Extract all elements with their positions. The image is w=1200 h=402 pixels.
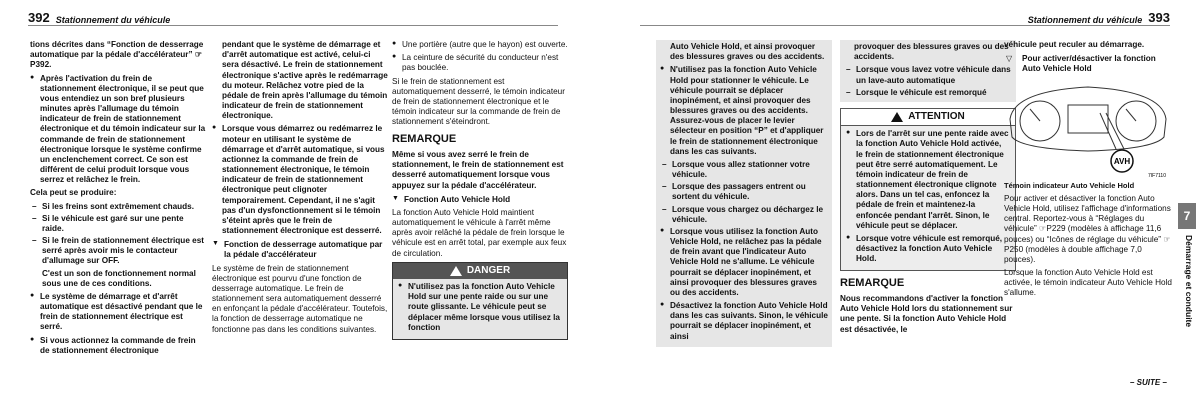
- p392-column-1: [30, 40, 206, 359]
- page-number: 393: [1148, 10, 1170, 25]
- section-heading: ▼ Fonction de desserrage automatique par la pédale d'accélérateur: [212, 240, 388, 260]
- attention-title: ATTENTION: [908, 110, 965, 122]
- p392-column-2: [212, 40, 388, 338]
- page-header-left: [28, 4, 558, 26]
- list-item: – Si le véhicule est garé sur une pente raide.: [30, 214, 206, 234]
- list-item: – Lorsque vous allez stationner votre véhicule.: [660, 160, 828, 180]
- remark-heading: REMARQUE: [392, 133, 457, 146]
- list-item: – Lorsque le véhicule est remorqué: [844, 88, 1012, 98]
- paragraph: provoquer des blessures graves ou des accidents.: [854, 42, 1009, 62]
- attention-box: [840, 108, 1016, 272]
- chapter-label-text: Démarrage et conduite: [1184, 235, 1194, 328]
- section-heading: [1004, 54, 1172, 74]
- danger-box: [392, 262, 568, 340]
- figure-code: 7IF7110: [1148, 172, 1166, 179]
- list-item: – Lorsque vous chargez ou déchargez le véhicule.: [660, 205, 828, 225]
- section-heading: ▼ Fonction Auto Vehicle Hold: [392, 195, 568, 205]
- warning-triangle-icon: [450, 266, 462, 276]
- list-item: ● Lorsque vous démarrez ou redémarrez le moteur en utilisant le système de démarrage et d'arrêt automatique, si vous actionnez la commande de frein de stationnement électronique, le témoin indicateur de frein de stationnement électronique peut clignoter temporairement. Cependant, il ne s'agit pas d'un dysfonctionnement si le témoin s'éteint après que le frein de stationnement électronique est desserré.: [212, 124, 388, 236]
- instrument-cluster-illustration: [1004, 79, 1172, 179]
- list-item: ● Lorsque vous utilisez la fonction Auto Vehicle Hold, ne relâchez pas la pédale de frein avant que l'indicateur Auto Vehicle Hold ne s'allume. Le véhicule pourrait se déplacer inopinément, et ainsi provoquer des blessures graves ou des accidents.: [660, 227, 828, 298]
- list-item: ● Une portière (autre que le hayon) est ouverte.: [392, 40, 568, 50]
- paragraph: Nous recommandons d'activer la fonction Auto Vehicle Hold lors du stationnement sur une pente. Si la fonction Auto Vehicle Hold est désactivée, le: [840, 294, 1013, 334]
- chapter-label: [1172, 235, 1200, 355]
- list-item: ● N'utilisez pas la fonction Auto Vehicle Hold pour stationner le véhicule. Le véhicule pourrait se déplacer inopinément, et ainsi provoquer des blessures graves ou des accidents. Assurez-vous de placer le levier sélecteur en position “P” et d'appliquer le frein de stationnement électronique dans les cas suivants.: [660, 65, 828, 157]
- continued-marker: – SUITE –: [1130, 378, 1167, 387]
- danger-continuation: [840, 40, 1016, 102]
- p393-column-2: [840, 40, 1016, 338]
- list-item: ● La ceinture de sécurité du conducteur n'est pas bouclée.: [392, 53, 568, 73]
- paragraph: Auto Vehicle Hold, et ainsi provoquer des blessures graves ou des accidents.: [670, 42, 825, 62]
- paragraph: Cela peut se produire:: [30, 188, 117, 198]
- paragraph: La fonction Auto Vehicle Hold maintient automatiquement le véhicule à l'arrêt même après avoir relâché la pédale de frein lorsque le véhicule est en arrêt total, par exemple aux feux de circulation.: [392, 207, 567, 258]
- list-item: ● Lorsque votre véhicule est remorqué, désactivez la fonction Auto Vehicle Hold.: [846, 234, 1010, 265]
- list-item: – Si le frein de stationnement électrique est serré après avoir mis le contacteur d'allumage sur OFF.: [30, 236, 206, 267]
- list-item: ● Après l'activation du frein de stationnement électronique, il se peut que vous entendiez un son bref plusieurs minutes après l'allumage du témoin indicateur de frein de stationnement électronique et du témoin indicateur sur la commande de frein de stationnement électronique lorsque le système confirme un enclenchement correct. Ce son est différent de celui produit lorsque vous serrez et relâchez le frein.: [30, 74, 206, 186]
- paragraph: Si le frein de stationnement est automatiquement desserré, le témoin indicateur de frein de stationnement électronique et le témoin indicateur sur la commande de frein de stationnement s'éteindront.: [392, 76, 565, 127]
- paragraph: tions décrites dans “Fonction de desserrage automatique par la pédale d'accélérateur” ☞P392.: [30, 40, 204, 70]
- list-item: – Lorsque vous lavez votre véhicule dans un lave-auto automatique: [844, 65, 1012, 85]
- paragraph: C'est un son de fonctionnement normal sous une de ces conditions.: [42, 268, 196, 288]
- attention-header: [841, 109, 1015, 126]
- list-item: – Si les freins sont extrêmement chauds.: [30, 202, 206, 212]
- list-item: ● Le système de démarrage et d'arrêt automatique est désactivé pendant que le frein de stationnement électrique est serré.: [30, 292, 206, 333]
- paragraph: Le système de frein de stationnement électronique est pourvu d'une fonction de desserrage automatique. Le frein de stationnement sera automatiquement desserré en enfonçant la pédale d'accélérateur. Toutefois, la fonction de desserrage automatique ne fonctionne pas dans les conditions suivantes.: [212, 263, 388, 334]
- warning-triangle-icon: [891, 112, 903, 122]
- list-item: ● Désactivez la fonction Auto Vehicle Hold dans les cas suivants. Sinon, le véhicule pourrait se déplacer inopinément, et ainsi: [660, 301, 828, 342]
- p392-column-3: [392, 40, 568, 340]
- paragraph: pendant que le système de démarrage et d'arrêt automatique est activé, celui-ci sera désactivé. Le frein de stationnement électronique s'active après le redémarrage du moteur. Relâchez votre pied de la pédale de frein après l'allumage du témoin indicateur de frein de stationnement électronique.: [222, 40, 388, 121]
- paragraph: Lorsque la fonction Auto Vehicle Hold est activée, le témoin indicateur Auto Vehicle Hold s'allume.: [1004, 268, 1172, 298]
- section-heading-text: Pour activer/désactiver la fonction Auto Vehicle Hold: [1022, 54, 1156, 74]
- paragraph: Pour activer et désactiver la fonction Auto Vehicle Hold, utilisez l'affichage d'informations central. Reportez-vous à “Réglages du véhicule” ☞P229 (modèles à affichage 11,6 pouces) ou “Icônes de réglage du véhicule” ☞P250 (modèles à double affichage 7,0 pouces).: [1004, 193, 1171, 264]
- paragraph: Même si vous avez serré le frein de stationnement, le frein de stationnement est desserré automatiquement lorsque vous appuyez sur la pédale d'accélérateur.: [392, 150, 564, 190]
- remark-heading: REMARQUE: [840, 277, 905, 290]
- danger-title: DANGER: [466, 264, 511, 276]
- paragraph: véhicule peut reculer au démarrage.: [1004, 40, 1145, 49]
- list-item: ● N'utilisez pas la fonction Auto Vehicle Hold sur une pente raide ou sur une route glissante. Le véhicule peut se déplacer même lorsque vous utilisez la fonction: [398, 282, 562, 333]
- page-section-title: Stationnement du véhicule: [55, 15, 171, 25]
- avh-indicator-icon: AVH: [1113, 156, 1131, 166]
- triangle-outline-icon: ▽: [1006, 54, 1013, 64]
- danger-header: [393, 263, 567, 279]
- figure-caption: Témoin indicateur Auto Vehicle Hold: [1004, 180, 1135, 190]
- chapter-tab: 7: [1178, 203, 1196, 229]
- page-section-title: Stationnement du véhicule: [1027, 15, 1143, 25]
- instrument-cluster-figure: [1004, 79, 1172, 179]
- list-item: – Lorsque des passagers entrent ou sortent du véhicule.: [660, 182, 828, 202]
- list-item: ● Lors de l'arrêt sur une pente raide avec la fonction Auto Vehicle Hold activée, le frein de stationnement électronique peut être serré automatiquement. Le témoin indicateur de frein de stationnement électronique clignote alors. Dans un tel cas, enfoncez la pédale de frein et maintenez-la enfoncée pendant l'arrêt. Sinon, le véhicule peut se déplacer.: [846, 129, 1010, 231]
- list-item: ● Si vous actionnez la commande de frein de stationnement électronique: [30, 336, 206, 356]
- p393-column-1: [656, 40, 832, 347]
- p393-column-3: [1004, 40, 1172, 302]
- page-header-right: [640, 4, 1170, 26]
- page-number: 392: [28, 10, 50, 25]
